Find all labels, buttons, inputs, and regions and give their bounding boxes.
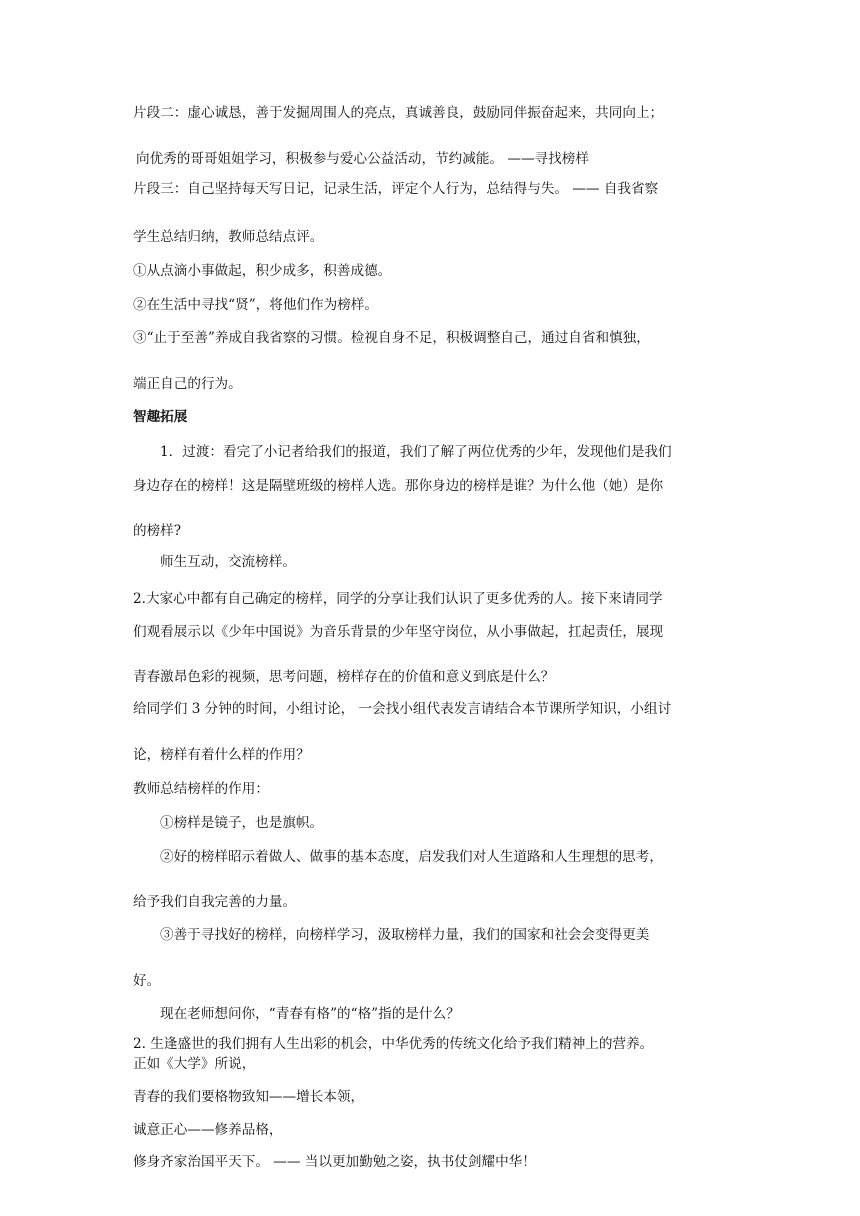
text-line: ②好的榜样昭示着做人、做事的基本态度，启发我们对人生道路和人生理想的思考，: [160, 849, 663, 865]
text-line: 青春激昂色彩的视频，思考问题，榜样存在的价值和意义到底是什么？: [133, 669, 555, 685]
text-line: ③“止于至善”养成自我省察的习惯。检视自身不足，积极调整自己，通过自省和慎独，: [133, 330, 650, 346]
text-line: 身边存在的榜样！这是隔壁班级的榜样人选。那你身边的榜样是谁？为什么他（她）是你: [133, 478, 664, 494]
text-line: 给同学们 3 分钟的时间，小组讨论， 一会找小组代表发言请结合本节课所学知识，小组讨: [133, 701, 672, 717]
text-line: 的榜样?: [133, 523, 182, 539]
text-line: 好。: [133, 973, 161, 989]
text-line: 青春的我们要格物致知——增长本领，: [133, 1089, 365, 1105]
text-line: 现在老师想问你，“青春有格”的“格”指的是什么？: [160, 1006, 460, 1022]
text-line: 诚意正心——修养品格，: [133, 1122, 283, 1138]
text-line: 2.大家心中都有自己确定的榜样，同学的分享让我们认识了更多优秀的人。接下来请同学: [133, 591, 663, 607]
text-line: 片段三：自己坚持每天写日记，记录生活，评定个人行为，总结得与失。 —— 自我省察: [133, 181, 659, 197]
text-line: 端正自己的行为。: [133, 376, 242, 392]
text-line: ①从点滴小事做起，积少成多，积善成德。: [133, 263, 392, 279]
text-line: 向优秀的哥哥姐姐学习，积极参与爱心公益活动，节约减能。 ——寻找榜样: [136, 151, 589, 167]
text-line: 学生总结归纳，教师总结点评。: [133, 229, 324, 245]
text-line: ②在生活中寻找“贤”，将他们作为榜样。: [133, 297, 378, 313]
text-line: 2. 生逢盛世的我们拥有人生出彩的机会，中华优秀的传统文化给予我们精神上的营养。: [133, 1036, 654, 1052]
text-line: 片段二：虚心诚恳，善于发掘周围人的亮点，真诚善良，鼓励同伴振奋起来，共同向上；: [133, 105, 664, 121]
text-line: 1．过渡：看完了小记者给我们的报道，我们了解了两位优秀的少年，发现他们是我们: [160, 444, 672, 460]
text-line: 师生互动，交流榜样。: [160, 554, 296, 570]
text-line: ①榜样是镜子，也是旗帜。: [160, 815, 324, 831]
section-heading: 智趣拓展: [133, 409, 188, 425]
text-line: 教师总结榜样的作用：: [133, 781, 269, 797]
text-line: 正如《大学》所说，: [133, 1056, 256, 1072]
text-line: 论，榜样有着什么样的作用？: [133, 747, 310, 763]
text-line: 给予我们自我完善的力量。: [133, 894, 297, 910]
text-line: ③善于寻找好的榜样，向榜样学习，汲取榜样力量，我们的国家和社会会变得更美: [160, 927, 650, 943]
text-line: 修身齐家治国平天下。 —— 当以更加勤勉之姿，执书仗剑耀中华！: [133, 1154, 536, 1170]
text-line: 们观看展示以《少年中国说》为音乐背景的少年坚守岗位，从小事做起，扛起责任，展现: [133, 624, 664, 640]
